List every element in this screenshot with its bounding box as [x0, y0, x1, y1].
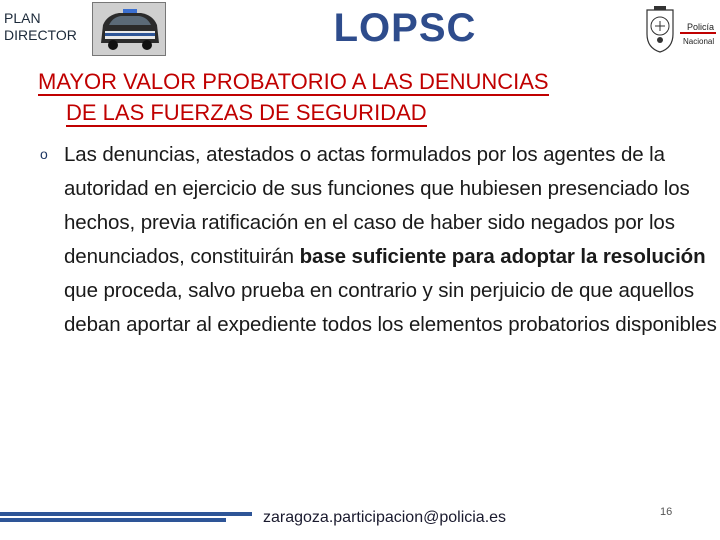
plan-line-2: DIRECTOR: [4, 27, 77, 43]
policia-nacional-logo: [643, 4, 719, 56]
paragraph-text-end: que proceda, salvo prueba en contrario y sin perjuicio de que aquellos deban aportar al expediente todos los elementos probatorios disponibles: [64, 279, 717, 336]
police-badge-icon: [643, 4, 719, 56]
logo-text-nacional: Nacional: [683, 37, 715, 46]
paragraph-text-start: Las denuncias, atestados o actas formulados por los agentes de la autoridad en ejercicio de sus funciones que hubiesen presenciado los hechos, previa ratificación en el caso de haber sido negados por los denunciados, constituirán: [64, 143, 690, 268]
logo-text-policia: Policía: [687, 22, 715, 32]
page-number: 16: [660, 506, 673, 518]
bullet-paragraph: [64, 138, 719, 342]
bullet-icon: o: [40, 146, 48, 162]
footer-bar-bottom: [0, 518, 226, 522]
slide-heading: [38, 66, 698, 128]
plan-line-1: PLAN: [4, 10, 41, 26]
footer-email[interactable]: zaragoza.participacion@policia.es: [263, 509, 507, 526]
heading-line-1: MAYOR VALOR PROBATORIO A LAS DENUNCIAS: [38, 69, 549, 94]
footer-bar-top: [0, 512, 252, 516]
paragraph-bold-text: base suficiente para adoptar la resolución: [299, 245, 706, 268]
heading-line-2: DE LAS FUERZAS DE SEGURIDAD: [66, 100, 427, 125]
page-title: LOPSC: [333, 6, 477, 50]
